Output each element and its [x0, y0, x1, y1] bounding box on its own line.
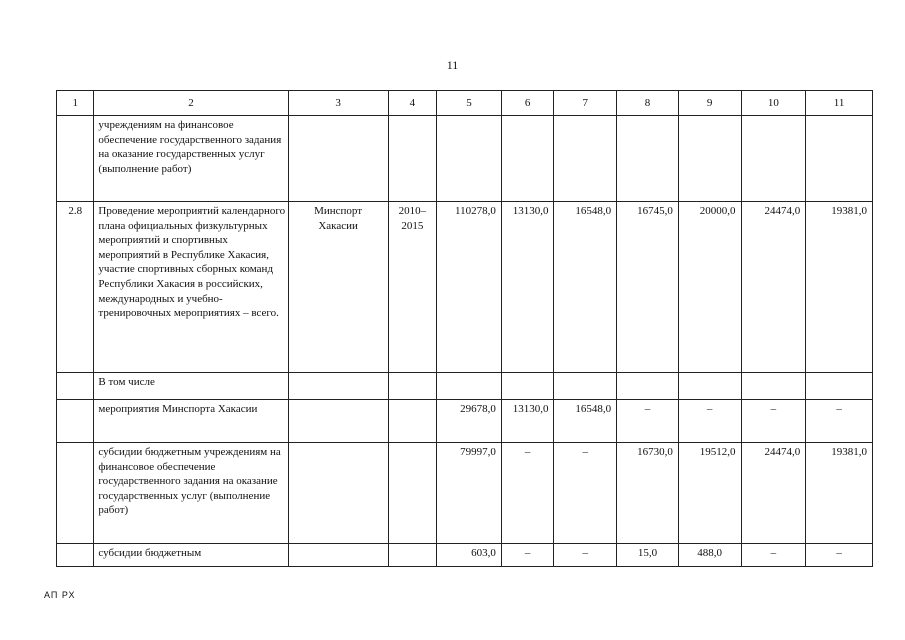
header-row — [57, 91, 873, 116]
value-cell: – — [836, 547, 842, 559]
item-period: 2010–2015 — [398, 205, 427, 232]
value-cell: 16730,0 — [637, 446, 673, 458]
archive-stamp: АП РХ — [44, 590, 76, 600]
column-header: 5 — [437, 91, 502, 116]
value-cell: 19512,0 — [699, 446, 736, 458]
in-total-label: В том числе — [98, 376, 155, 388]
value-cell: 15,0 — [637, 547, 658, 559]
column-header: 6 — [501, 91, 554, 116]
value-cell: – — [644, 403, 651, 415]
item-executor: Минспорт Хакасии — [314, 205, 363, 232]
column-header: 9 — [678, 91, 741, 116]
value-cell: – — [836, 403, 842, 415]
continuation-description: учреждениям на финансовое обеспечение государственного задания на оказание государственных услуг (выполнение работ) — [98, 119, 282, 175]
column-header: 11 — [806, 91, 873, 116]
value-cell: 24474,0 — [764, 446, 801, 458]
value-cell: 603,0 — [471, 547, 496, 559]
value-cell: – — [770, 403, 777, 415]
subrow — [57, 400, 873, 443]
value-cell: 110278,0 — [455, 205, 496, 217]
value-cell: 16548,0 — [575, 403, 612, 415]
subrow — [57, 443, 873, 544]
value-cell: 19381,0 — [831, 205, 867, 217]
value-cell: 13130,0 — [512, 403, 549, 415]
continuation-row — [57, 116, 873, 202]
value-cell: – — [582, 446, 589, 458]
column-header: 3 — [288, 91, 388, 116]
column-header: 8 — [617, 91, 679, 116]
value-cell: 13130,0 — [512, 205, 549, 217]
value-cell: – — [524, 547, 531, 559]
value-cell: – — [582, 547, 589, 559]
item-row — [57, 202, 873, 373]
budget-table — [56, 90, 873, 567]
value-cell: – — [524, 446, 531, 458]
value-cell: – — [706, 403, 713, 415]
subrow-description: мероприятия Минспорта Хакасии — [98, 403, 258, 415]
subrow-description: субсидии бюджетным учреждениям на финансовое обеспечение государственного задания на оказание государственных услуг (выполнение работ) — [98, 446, 281, 517]
value-cell: 16745,0 — [637, 205, 673, 217]
item-number: 2.8 — [68, 205, 83, 217]
column-header: 10 — [741, 91, 806, 116]
subrow-description: субсидии бюджетным — [98, 547, 202, 559]
column-header: 7 — [554, 91, 617, 116]
in-total-row — [57, 373, 873, 400]
column-header: 1 — [57, 91, 94, 116]
value-cell: 79997,0 — [460, 446, 496, 458]
column-header: 4 — [388, 91, 437, 116]
value-cell: 19381,0 — [831, 446, 867, 458]
value-cell: 29678,0 — [460, 403, 496, 415]
value-cell: – — [770, 547, 777, 559]
subrow — [57, 544, 873, 567]
value-cell: 24474,0 — [764, 205, 801, 217]
value-cell: 16548,0 — [575, 205, 612, 217]
value-cell: 488,0 — [697, 547, 723, 559]
value-cell: 20000,0 — [699, 205, 736, 217]
column-header: 2 — [94, 91, 288, 116]
page-number: 11 — [446, 58, 459, 72]
item-description: Проведение мероприятий календарного плана официальных физкультурных мероприятий и спортивных мероприятий в Республике Хакасия, участие спортивных сборных команд Республики Хакасия в российских, международных и учебно-тренировочных мероприятиях – всего. — [98, 205, 286, 320]
